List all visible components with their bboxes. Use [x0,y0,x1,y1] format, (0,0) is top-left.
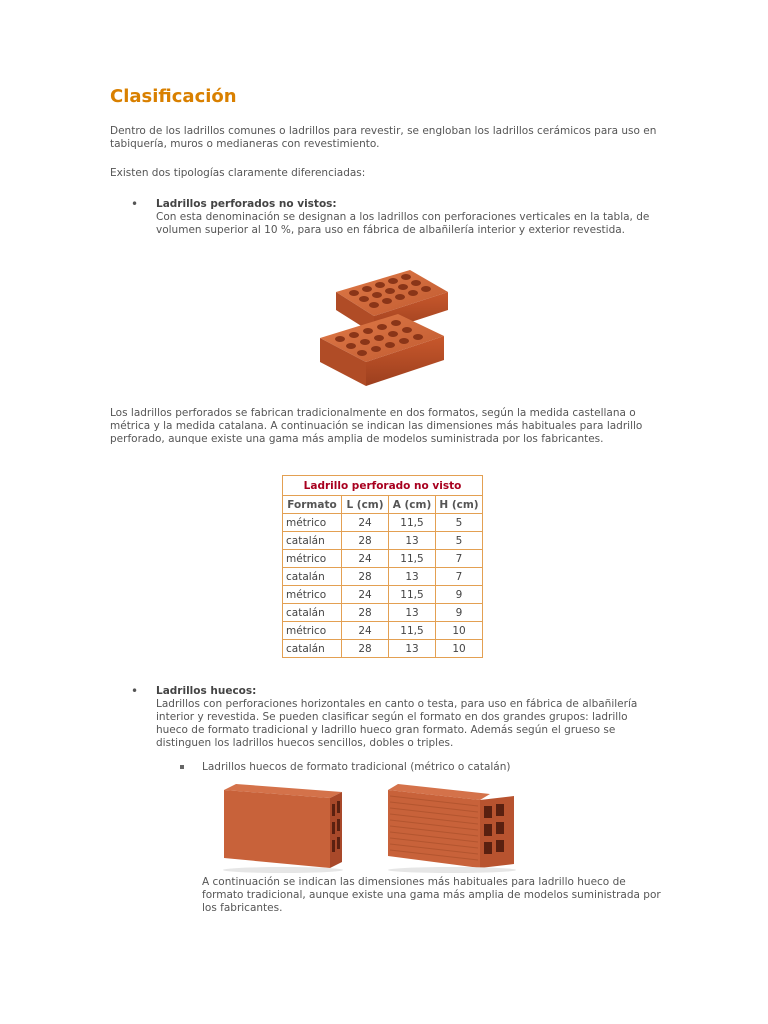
hollow-dimensions-paragraph: A continuación se indican las dimensiones más habituales para ladrillo hueco de formato tradicional, aunque existe una gama más amplia de modelos suministrada por los fabricantes. [202,876,661,914]
table-header-cell: H (cm) [436,496,483,514]
table-cell: 28 [342,568,389,586]
table-caption: Ladrillo perforado no visto [283,476,483,496]
table-cell: 24 [342,514,389,532]
table-row [283,622,483,640]
table-cell: 10 [436,622,483,640]
table-cell: 10 [436,640,483,658]
table-cell: 9 [436,604,483,622]
table-cell: 13 [389,604,436,622]
table-cell: 28 [342,604,389,622]
hollow-description: Ladrillos con perforaciones horizontales en canto o testa, para uso en fábrica de albañilería interior y revestida. Se pueden clasificar según el formato en dos grandes grupos: ladrillo hueco de formato tradicional y ladrillo hueco gran formato. Además según el grueso se distinguen los ladrillos huecos sencillos, dobles o triples. [156,698,638,749]
table-header-cell: Formato [283,496,342,514]
perforated-formats-paragraph: Los ladrillos perforados se fabrican tradicionalmente en dos formatos, según la medida castellana o métrica y la medida catalana. A continuación se indican las dimensiones más habituales para ladrillo perforado, aunque existe una gama más amplia de modelos suministrada por los fabricantes. [110,407,643,445]
table-cell: 28 [342,640,389,658]
table-cell: catalán [283,568,342,586]
table-cell: 28 [342,532,389,550]
table-cell: métrico [283,550,342,568]
table-cell: métrico [283,586,342,604]
table-cell: 24 [342,622,389,640]
table-cell: 11,5 [389,586,436,604]
table-cell: 13 [389,640,436,658]
list-item-hollow [156,685,661,750]
perforated-description: Con esta denominación se designan a los ladrillos con perforaciones verticales en la tabla, de volumen superior al 10 %, para uso en fábrica de albañilería interior y exterior revestida. [156,211,650,236]
perforated-dimensions-table [282,475,483,658]
subitem-traditional-format: Ladrillos huecos de formato tradicional (métrico o catalán) [202,761,511,773]
typologies-paragraph: Existen dos tipologías claramente diferenciadas: [110,167,366,179]
table-cell: métrico [283,622,342,640]
table-row [283,568,483,586]
table-row [283,604,483,622]
table-cell: 24 [342,586,389,604]
list-item-perforated [156,198,661,237]
hollow-brick-image-1 [220,782,346,874]
table-cell: catalán [283,532,342,550]
table-header-row [283,496,483,514]
table-header-cell: A (cm) [389,496,436,514]
hollow-title: Ladrillos huecos: [156,685,257,697]
table-cell: 5 [436,514,483,532]
table-cell: 5 [436,532,483,550]
table-cell: 11,5 [389,622,436,640]
bullet-icon: • [131,684,139,698]
table-cell: 24 [342,550,389,568]
table-row [283,514,483,532]
table-row [283,532,483,550]
intro-paragraph: Dentro de los ladrillos comunes o ladrillos para revestir, se engloban los ladrillos cerámicos para uso en tabiquería, muros o medianeras con revestimiento. [110,125,657,150]
perforated-bricks-image [314,266,454,390]
table-cell: catalán [283,640,342,658]
table-cell: 11,5 [389,550,436,568]
table-row [283,640,483,658]
table-cell: 13 [389,532,436,550]
table-cell: 7 [436,568,483,586]
bullet-icon: • [131,197,139,211]
square-bullet-icon [180,765,184,769]
table-cell: 13 [389,568,436,586]
page-title: Clasificación [110,86,237,107]
perforated-title: Ladrillos perforados no vistos: [156,198,337,210]
table-cell: 7 [436,550,483,568]
table-row [283,550,483,568]
table-cell: catalán [283,604,342,622]
table-cell: 11,5 [389,514,436,532]
table-cell: métrico [283,514,342,532]
hollow-brick-image-2 [384,782,520,874]
table-cell: 9 [436,586,483,604]
table-header-cell: L (cm) [342,496,389,514]
table-row [283,586,483,604]
